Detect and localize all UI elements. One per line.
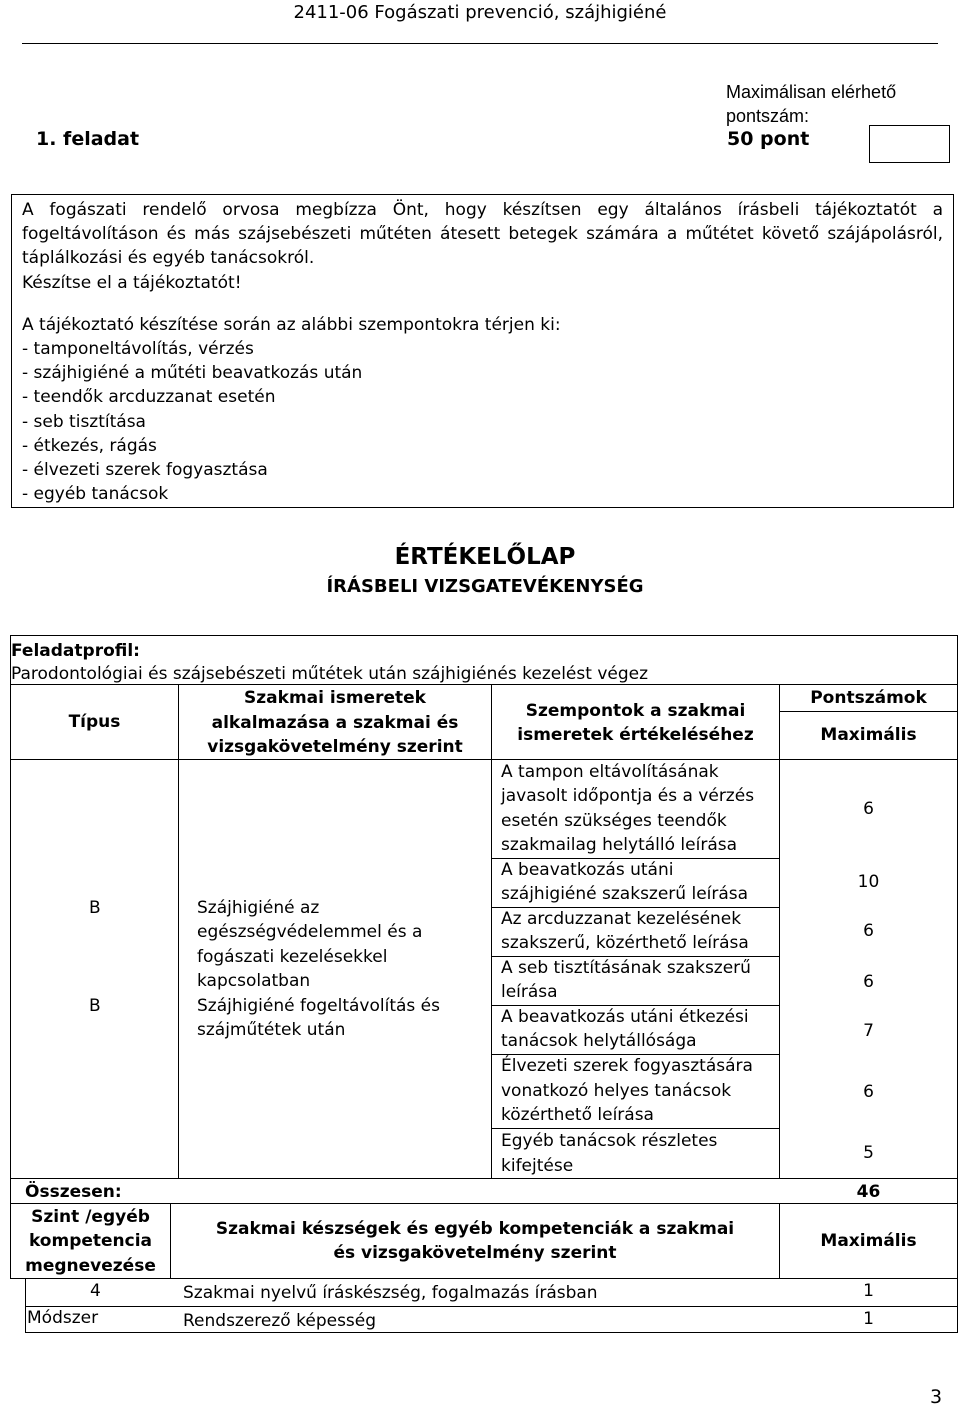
criterion-text: tanácsok helytállósága [501, 1031, 697, 1051]
competence-skill: Szakmai nyelvű íráskészség, fogalmazás írásban [183, 1283, 598, 1303]
criterion-text: Egyéb tanácsok részletes [501, 1131, 718, 1151]
list-item: - étkezés, rágás [22, 436, 157, 456]
criterion-text: A beavatkozás utáni étkezési [501, 1007, 749, 1027]
competence-max: 1 [863, 1309, 874, 1329]
header-max: Maximális [820, 725, 917, 745]
table-rule [10, 1178, 958, 1179]
list-item: - egyéb tanácsok [22, 484, 169, 504]
table-rule [25, 1332, 958, 1333]
type-code: B [89, 996, 101, 1016]
header-points: Pontszámok [810, 688, 927, 708]
criterion-text: A tampon eltávolításának [501, 762, 719, 782]
knowledge-text: fogászati kezelésekkel [197, 947, 388, 967]
intro-line: A fogászati rendelő orvosa megbízza Önt, hogy készítsen egy általános írásbeli tájékoztatót a [22, 200, 943, 220]
header-knowledge: alkalmazása a szakmai és [211, 713, 459, 733]
competence-max: 1 [863, 1281, 874, 1301]
criterion-text: Az arcduzzanat kezelésének [501, 909, 742, 929]
competence-skills-header: Szakmai készségek és egyéb kompetenciák a szakmai [215, 1219, 735, 1239]
competence-level-header: megnevezése [25, 1256, 156, 1276]
list-item: - szájhigiéné a műtéti beavatkozás után [22, 363, 363, 383]
score-entry-box[interactable] [869, 125, 950, 163]
header-criteria: ismeretek értékeléséhez [517, 725, 754, 745]
task-description-box [11, 194, 954, 508]
criterion-text: vonatkozó helyes tanácsok [501, 1081, 732, 1101]
criterion-max: 10 [857, 872, 880, 892]
criterion-text: szájhigiéné szakszerű leírása [501, 884, 749, 904]
intro-line: Készítse el a tájékoztatót! [22, 273, 242, 293]
table-rule [10, 635, 958, 636]
table-rule [491, 684, 492, 1179]
header-criteria: Szempontok a szakmai [525, 701, 746, 721]
competence-level-header: kompetencia [28, 1231, 153, 1251]
header-knowledge: Szakmai ismeretek [244, 688, 426, 708]
competence-skill: Rendszerező képesség [183, 1311, 377, 1331]
criterion-text: javasolt időpontja és a vérzés [501, 786, 755, 806]
criterion-text: Élvezeti szerek fogyasztására [501, 1056, 753, 1076]
page-number: 3 [930, 1386, 943, 1408]
criterion-max: 6 [863, 799, 874, 819]
table-rule [957, 635, 958, 1333]
competence-skills-header: és vizsgakövetelmény szerint [333, 1243, 617, 1263]
knowledge-text: Szájhigiéné az [197, 898, 320, 918]
knowledge-text: szájműtétek után [197, 1020, 346, 1040]
max-points-value: 50 pont [727, 128, 810, 150]
profile-text: Parodontológiai és szájsebészeti műtétek után szájhigiénés kezelést végez [11, 664, 649, 684]
profile-label: Feladatprofil: [11, 641, 140, 661]
max-points-label: Maximálisan elérhető pontszám: [726, 82, 897, 126]
criterion-max: 7 [863, 1021, 874, 1041]
header-type: Típus [68, 712, 121, 732]
table-rule [25, 1278, 26, 1333]
criterion-text: A seb tisztításának szakszerű [501, 958, 751, 978]
competence-level: Módszer [27, 1308, 99, 1328]
knowledge-text: egészségvédelemmel és a [197, 922, 423, 942]
intro-line: táplálkozási és egyéb tanácsokról. [22, 248, 315, 268]
list-intro: A tájékoztató készítése során az alábbi szempontokra térjen ki: [22, 315, 561, 335]
list-item: - élvezeti szerek fogyasztása [22, 460, 268, 480]
competence-level-header: Szint /egyéb [31, 1207, 150, 1227]
criterion-text: szakszerű, közérthető leírása [501, 933, 749, 953]
total-value: 46 [856, 1182, 881, 1202]
evaluation-subtitle: ÍRÁSBELI VIZSGATEVÉKENYSÉG [326, 576, 644, 597]
task-title: 1. feladat [36, 128, 140, 150]
competence-max-header: Maximális [820, 1231, 917, 1251]
header-knowledge: vizsgakövetelmény szerint [207, 737, 463, 757]
criterion-max: 6 [863, 921, 874, 941]
list-item: - seb tisztítása [22, 412, 146, 432]
criterion-max: 6 [863, 1082, 874, 1102]
table-rule [779, 711, 958, 712]
criterion-text: közérthető leírása [501, 1105, 654, 1125]
type-code: B [89, 898, 101, 918]
criterion-text: A beavatkozás utáni [501, 860, 674, 880]
criterion-max: 6 [863, 972, 874, 992]
total-label: Összesen: [25, 1182, 122, 1202]
running-header: 2411-06 Fogászati prevenció, szájhigiéné [293, 2, 667, 23]
knowledge-text: kapcsolatban [197, 971, 311, 991]
criterion-text: kifejtése [501, 1156, 574, 1176]
criterion-text: szakmailag helytálló leírása [501, 835, 738, 855]
criterion-max: 5 [863, 1143, 874, 1163]
criterion-text: leírása [501, 982, 558, 1002]
competence-level: 4 [90, 1281, 101, 1301]
criterion-text: esetén szükséges teendők [501, 811, 727, 831]
header-rule [22, 43, 938, 44]
intro-line: fogeltávolításon és más szájsebészeti műtéten átesett betegek számára a műtétet követő szájápolásról, [22, 224, 943, 244]
knowledge-text: Szájhigiéné fogeltávolítás és [197, 996, 440, 1016]
evaluation-title: ÉRTÉKELŐLAP [394, 544, 576, 570]
list-item: - teendők arcduzzanat esetén [22, 387, 276, 407]
list-item: - tamponeltávolítás, vérzés [22, 339, 254, 359]
